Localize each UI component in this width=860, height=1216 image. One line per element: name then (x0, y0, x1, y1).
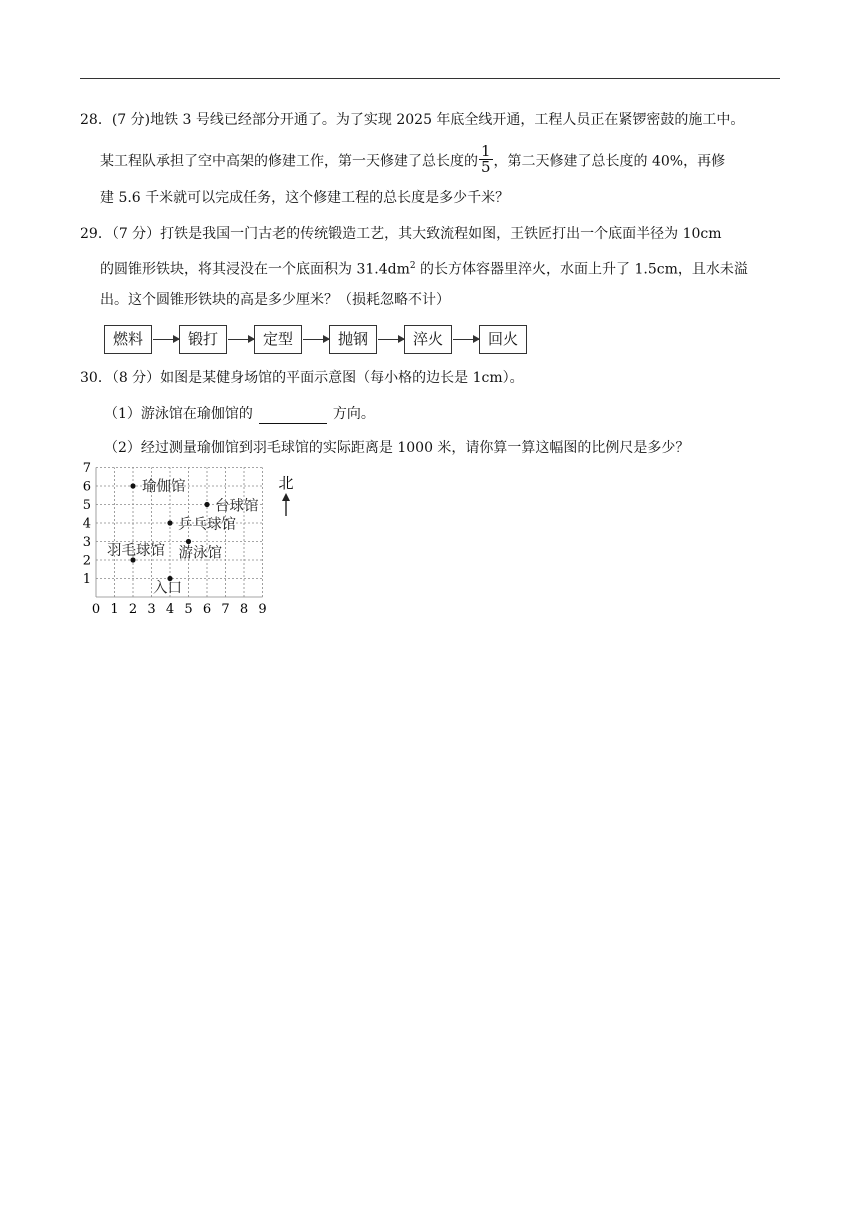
q30-sub1-b: 方向。 (332, 406, 375, 422)
forging-flowchart (104, 325, 534, 355)
q29-line2-a: 的圆锥形铁块，将其浸没在一个底面积为 31.4dm (100, 261, 410, 278)
north-label: 北 (278, 474, 294, 492)
q28-line3: 建 5.6 千米就可以完成任务，这个修建工程的总长度是多少千米？ (100, 190, 510, 206)
y-tick-label: 2 (82, 553, 91, 569)
q28-line2-b: ，第二天修建了总长度的 40%，再修 (493, 153, 726, 170)
q30-line1: 30．（8 分）如图是某健身场馆的平面示意图（每小格的边长是 1cm）。 (80, 370, 524, 386)
venue-grid-map (78, 461, 308, 639)
flow-arrow-2 (228, 339, 254, 340)
flow-step-5: 淬火 (404, 325, 452, 354)
q28-line2-a: 某工程队承担了空中高架的修建工作，第一天修建了总长度的 (100, 153, 478, 170)
q28-line1: 28．(7 分)地铁 3 号线已经部分开通了。为了实现 2025 年底全线开通，工程人员正在紧锣密鼓的施工中。 (80, 112, 745, 128)
y-tick-label: 6 (82, 479, 91, 495)
map-point (186, 539, 191, 544)
answer-blank (259, 409, 327, 424)
x-tick-label: 3 (147, 602, 156, 617)
map-point (130, 483, 135, 488)
fraction-one-fifth (479, 144, 493, 175)
q29-line2 (100, 256, 748, 280)
map-point-label: 羽毛球馆 (107, 543, 165, 559)
map-point (204, 502, 209, 507)
q29-line3: 出。这个圆锥形铁块的高是多少厘米？（损耗忽略不计） (100, 292, 450, 308)
header-rule (80, 78, 780, 79)
y-tick-label: 3 (82, 535, 91, 550)
flow-arrow-5 (453, 339, 479, 340)
x-tick-label: 2 (128, 602, 138, 617)
y-tick-label: 1 (82, 572, 91, 587)
q29-line2-b: 的长方体容器里淬火，水面上升了 1.5cm，且水未溢 (415, 261, 748, 278)
q29-superscript: 2 (409, 261, 416, 271)
y-tick-label: 5 (82, 498, 91, 513)
flow-step-4: 抛钢 (329, 325, 377, 354)
x-tick-label: 1 (110, 602, 119, 617)
flow-step-2: 锻打 (179, 325, 227, 354)
flow-arrow-3 (303, 339, 329, 340)
flow-arrow-4 (378, 339, 404, 340)
flow-step-6: 回火 (479, 325, 527, 354)
map-point (167, 520, 172, 525)
y-tick-label: 7 (82, 461, 91, 476)
flow-step-3: 定型 (254, 325, 302, 354)
fraction-numerator: 1 (481, 142, 491, 160)
q30-sub2: （2）经过测量瑜伽馆到羽毛球馆的实际距离是 1000 米，请你算一算这幅图的比例尺是多少？ (104, 440, 690, 456)
q30-sub1-a: （1）游泳馆在瑜伽馆的 (104, 406, 253, 422)
q29-line1: 29．（7 分）打铁是我国一门古老的传统锻造工艺，其大致流程如图，王铁匠打出一个底面半径为 10cm (80, 226, 722, 242)
x-tick-label: 5 (184, 602, 193, 617)
flow-arrow-1 (153, 339, 179, 340)
map-point-label: 乒乓球馆 (178, 517, 236, 533)
fraction-denominator: 5 (481, 158, 491, 176)
x-tick-label: 9 (258, 602, 267, 617)
map-point-label: 台球馆 (215, 498, 259, 515)
x-tick-label: 8 (239, 602, 249, 617)
flow-step-1: 燃料 (104, 325, 152, 354)
map-point-label: 瑜伽馆 (142, 479, 186, 495)
map-point-label: 入口 (153, 580, 182, 597)
x-tick-label: 4 (165, 602, 175, 617)
north-arrow (278, 474, 293, 516)
map-point-label: 游泳馆 (178, 545, 222, 562)
x-tick-label: 0 (91, 602, 101, 617)
y-tick-label: 4 (82, 516, 91, 532)
x-tick-label: 7 (221, 602, 230, 617)
q28-line2 (100, 142, 726, 177)
x-tick-label: 6 (202, 602, 212, 617)
q30-sub1 (104, 404, 375, 424)
